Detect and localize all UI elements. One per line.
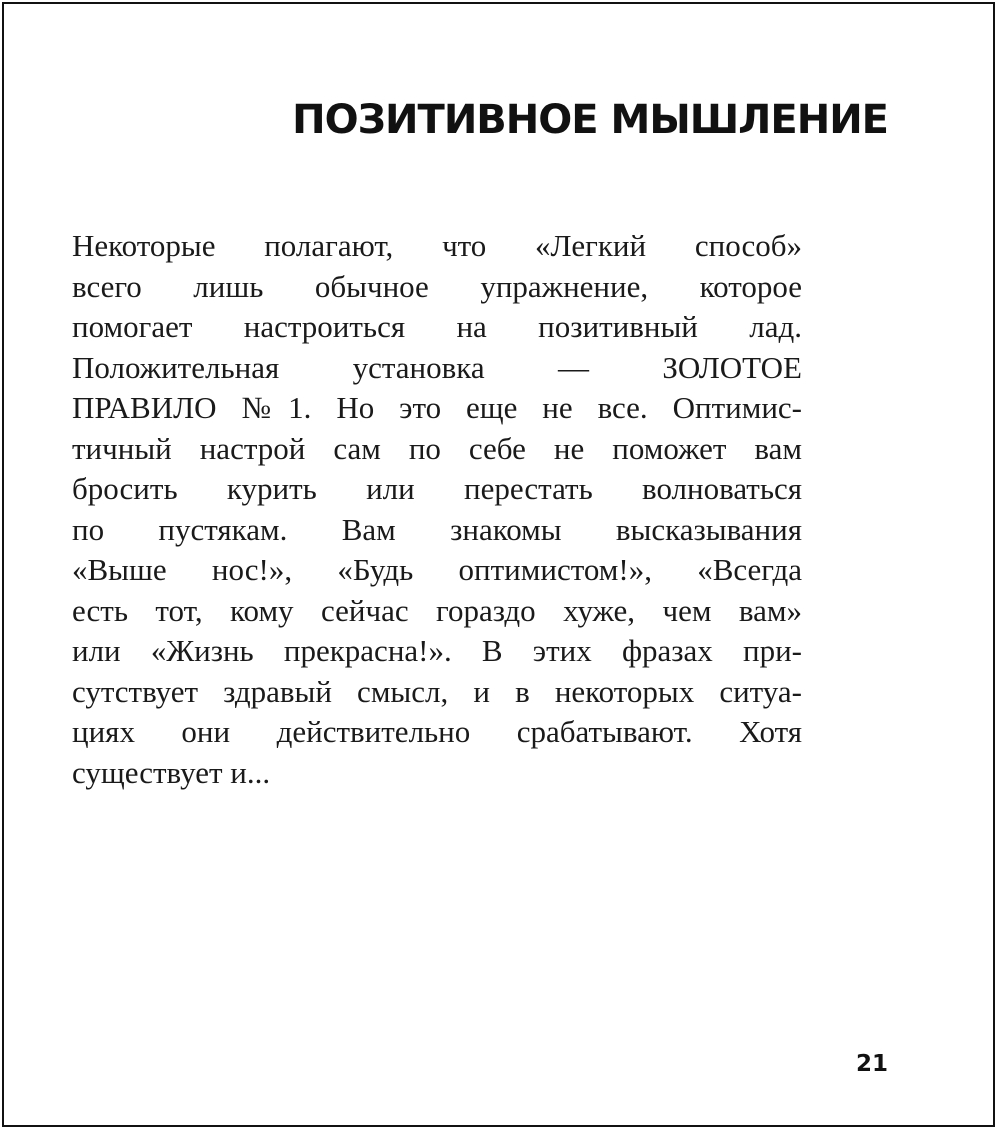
text-line: ПРАВИЛО №1. Но это еще не все. Оптимис- — [72, 390, 802, 425]
text-line: есть тот, кому сейчас гораздо хуже, чем вам» — [72, 592, 802, 628]
text-line: по пустякам. Вам знакомы высказывания — [72, 511, 802, 547]
text-line: сутствует здравый смысл, и в некоторых ситуа- — [72, 673, 802, 709]
text-line: Некоторые полагают, что «Легкий способ» — [72, 228, 802, 263]
text-line: бросить курить или перестать волноваться — [72, 471, 802, 506]
text-line-last: существует и... — [72, 754, 271, 790]
text-line: всего лишь обычное упражнение, которое — [72, 268, 802, 304]
text-line: или «Жизнь прекрасна!». В этих фразах при- — [72, 633, 802, 668]
body-paragraph — [72, 226, 802, 790]
text-line: тичный настрой сам по себе не поможет вам — [72, 430, 802, 466]
page-number: 21 — [855, 1051, 888, 1077]
text-line: «Выше нос!», «Будь оптимистом!», «Всегда — [72, 552, 802, 587]
text-line: Положительная установка — ЗОЛОТОЕ — [72, 349, 802, 385]
page-title: ПОЗИТИВНОЕ МЫШЛЕНИЕ — [292, 97, 888, 143]
text-line: циях они действительно срабатывают. Хотя — [72, 714, 802, 749]
text-line: помогает настроиться на позитивный лад. — [72, 309, 802, 344]
